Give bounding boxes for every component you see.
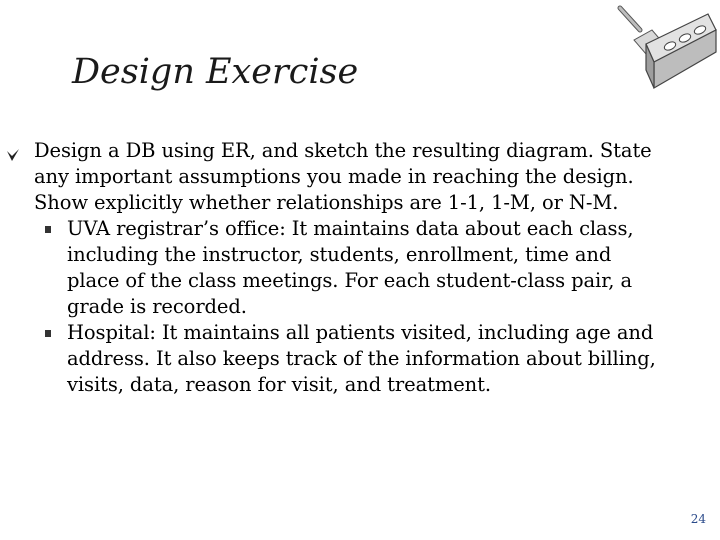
main-bullet-line: Show explicitly whether relationships are 1-1, 1-M, or N-M. <box>34 191 619 214</box>
sub-bullet-line: place of the class meetings. For each student-class pair, a <box>67 269 632 292</box>
sub-bullet-line: Hospital: It maintains all patients visited, including age and <box>67 321 654 344</box>
square-bullet-icon <box>45 226 51 233</box>
sub-bullet-list <box>34 216 702 398</box>
sub-bullet-line: address. It also keeps track of the information about billing, <box>67 347 656 370</box>
checkmark-bullet-icon <box>6 143 20 157</box>
main-bullet-line: any important assumptions you made in reaching the design. <box>34 165 634 188</box>
square-bullet-icon <box>45 330 51 337</box>
sub-bullet-hospital <box>34 320 702 398</box>
sub-bullet-line: UVA registrar’s office: It maintains data about each class, <box>67 217 634 240</box>
page-number: 24 <box>690 512 706 526</box>
main-bullet-line: Design a DB using ER, and sketch the resulting diagram. State <box>34 139 652 162</box>
sub-bullet-line: visits, data, reason for visit, and treatment. <box>67 373 491 396</box>
sub-bullet-line: including the instructor, students, enrollment, time and <box>67 243 612 266</box>
sub-bullet-registrar <box>34 216 702 320</box>
main-bullet <box>34 138 702 398</box>
sub-bullet-line: grade is recorded. <box>67 295 247 318</box>
slide-title: Design Exercise <box>72 52 359 92</box>
